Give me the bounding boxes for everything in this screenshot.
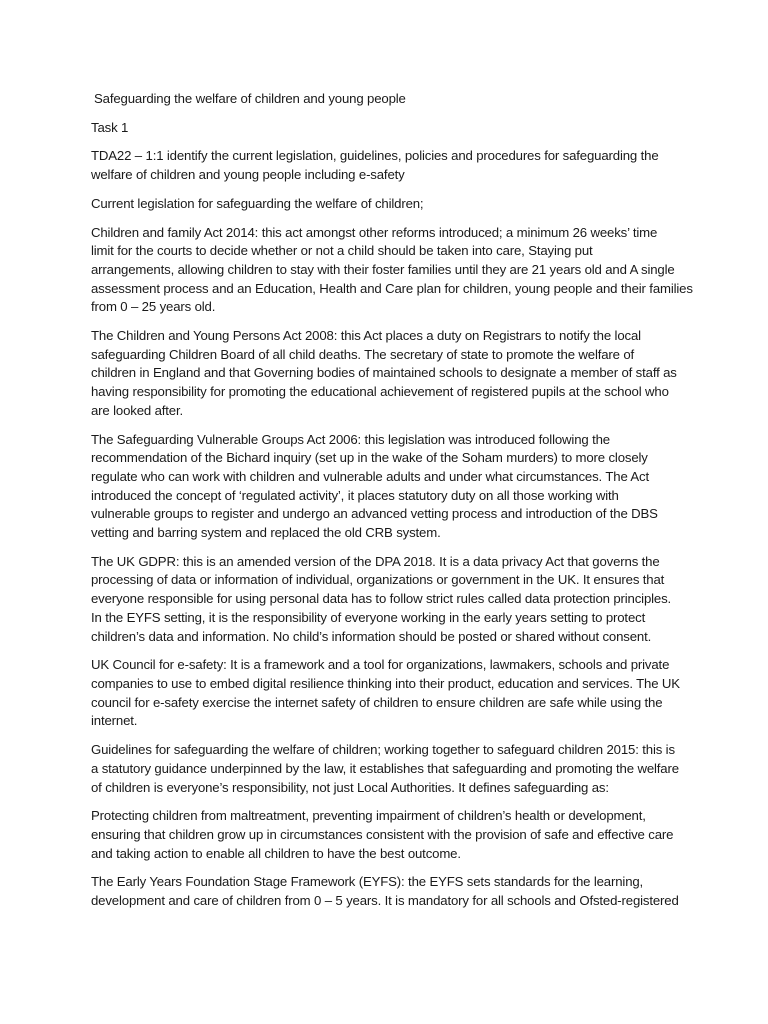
text-line: assessment process and an Education, Health and Care plan for children, young people and their families xyxy=(91,280,693,296)
paragraph-safeguarding-vulnerable-groups-act xyxy=(91,431,683,543)
paragraph-children-young-persons-act xyxy=(91,327,683,421)
paragraph-eyfs-framework xyxy=(91,873,683,910)
text-line: vetting and barring system and replaced the old CRB system. xyxy=(91,525,441,541)
text-line: The Children and Young Persons Act 2008: this Act places a duty on Registrars to notify the local xyxy=(91,328,641,344)
text-line: The Safeguarding Vulnerable Groups Act 2006: this legislation was introduced following the xyxy=(91,431,610,447)
text-line: companies to use to embed digital resilience thinking into their product, education and services. The UK xyxy=(91,675,680,691)
text-line: Guidelines for safeguarding the welfare of children; working together to safeguard children 2015: this is xyxy=(91,742,675,758)
text-line: development and care of children from 0 – 5 years. It is mandatory for all schools and Ofsted-registered xyxy=(91,893,679,909)
task-heading xyxy=(91,119,683,138)
text-line: Protecting children from maltreatment, preventing impairment of children’s health or development, xyxy=(91,808,646,824)
paragraph-tda22 xyxy=(91,147,683,184)
text-line: In the EYFS setting, it is the responsibility of everyone working in the early years setting to protect xyxy=(91,609,646,625)
text-line: welfare of children and young people including e-safety xyxy=(91,167,405,183)
text-line: UK Council for e-safety: It is a framework and a tool for organizations, lawmakers, schools and private xyxy=(91,657,670,673)
text-line: regulate who can work with children and vulnerable adults and under what circumstances. The Act xyxy=(91,468,650,484)
text-line: of children is everyone’s responsibility, not just Local Authorities. It defines safeguarding as: xyxy=(91,779,609,795)
text-line: limit for the courts to decide whether or not a child should be taken into care, Staying put xyxy=(91,243,593,259)
text-line: safeguarding Children Board of all child deaths. The secretary of state to promote the welfare of xyxy=(91,346,635,362)
paragraph-current-legislation xyxy=(91,195,683,214)
text-line: The Early Years Foundation Stage Framework (EYFS): the EYFS sets standards for the learning, xyxy=(91,874,644,890)
text-line: Safeguarding the welfare of children and young people xyxy=(94,91,406,106)
text-line: Children and family Act 2014: this act amongst other reforms introduced; a minimum 26 weeks’ time xyxy=(91,224,658,240)
text-line: TDA22 – 1:1 identify the current legislation, guidelines, policies and procedures for safeguarding the xyxy=(91,148,659,164)
text-line: introduced the concept of ‘regulated activity’, it places statutory duty on all those working with xyxy=(91,487,619,503)
text-line: processing of data or information of individual, organizations or government in the UK. It ensures that xyxy=(91,572,665,588)
paragraph-uk-council-esafety xyxy=(91,656,683,731)
text-line: arrangements, allowing children to stay with their foster families until they are 21 years old and A single xyxy=(91,261,675,277)
document-title xyxy=(91,90,683,109)
text-line: council for e-safety exercise the internet safety of children to ensure children are safe while using the xyxy=(91,694,663,710)
text-line: having responsibility for promoting the educational achievement of registered pupils at the school who xyxy=(91,384,669,400)
paragraph-protecting-children xyxy=(91,807,683,863)
document-page xyxy=(91,90,693,911)
text-line: Task 1 xyxy=(91,119,129,135)
text-line: children in England and that Governing bodies of maintained schools to designate a member of staff as xyxy=(91,365,677,381)
paragraph-uk-gdpr xyxy=(91,553,683,647)
text-line: are looked after. xyxy=(91,402,184,418)
text-line: internet. xyxy=(91,713,138,729)
text-line: children’s data and information. No child’s information should be posted or shared without consent. xyxy=(91,628,652,644)
text-line: a statutory guidance underpinned by the law, it establishes that safeguarding and promoting the welfare xyxy=(91,760,679,776)
paragraph-children-family-act xyxy=(91,224,693,318)
paragraph-guidelines xyxy=(91,741,683,797)
text-line: recommendation of the Bichard inquiry (set up in the wake of the Soham murders) to more closely xyxy=(91,450,648,466)
text-line: everyone responsible for using personal data has to follow strict rules called data protection principles. xyxy=(91,591,672,607)
text-line: vulnerable groups to register and undergo an advanced vetting process and introduction of the DBS xyxy=(91,506,658,522)
text-line: Current legislation for safeguarding the welfare of children; xyxy=(91,195,424,211)
text-line: and taking action to enable all children to have the best outcome. xyxy=(91,845,461,861)
text-line: from 0 – 25 years old. xyxy=(91,299,216,315)
text-line: ensuring that children grow up in circumstances consistent with the provision of safe and effective care xyxy=(91,826,674,842)
text-line: The UK GDPR: this is an amended version of the DPA 2018. It is a data privacy Act that governs the xyxy=(91,553,660,569)
